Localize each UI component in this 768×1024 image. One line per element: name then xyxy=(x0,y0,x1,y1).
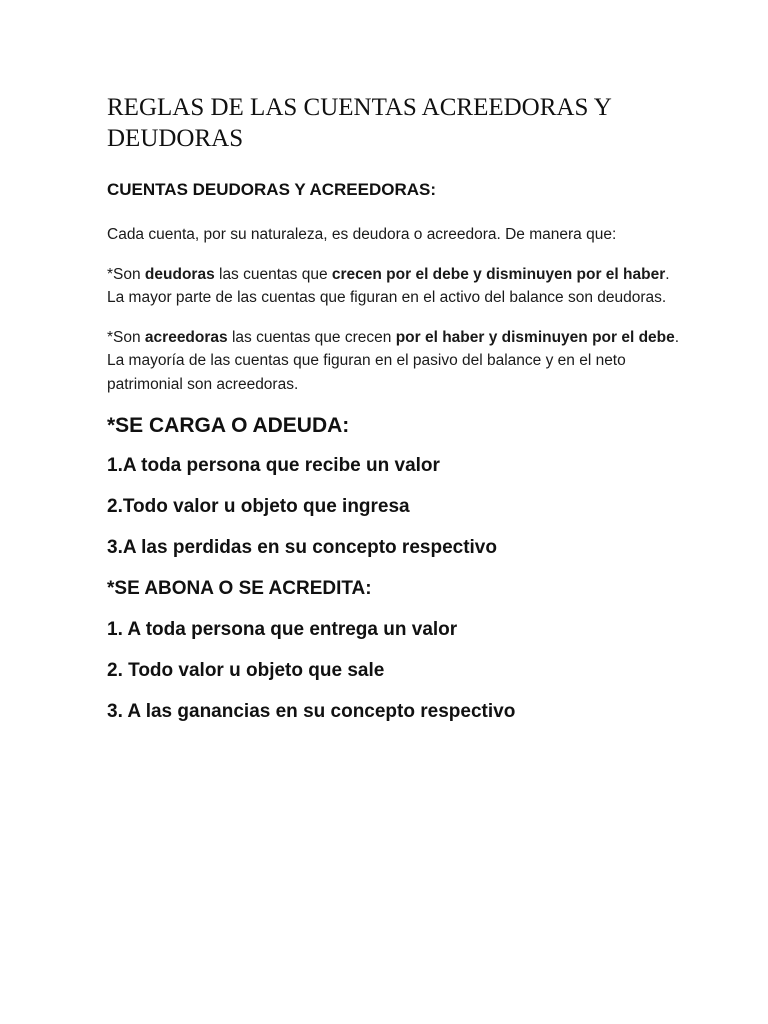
deudoras-bold-1: deudoras xyxy=(144,265,215,283)
carga-heading: *SE CARGA O ADEUDA: xyxy=(107,414,350,437)
abona-item-2: 2. Todo valor u objeto que sale xyxy=(107,660,385,681)
section-subtitle: CUENTAS DEUDORAS Y ACREEDORAS: xyxy=(107,180,437,199)
deudoras-text-2: las cuentas que xyxy=(214,265,332,283)
carga-item-1: 1.A toda persona que recibe un valor xyxy=(107,455,440,476)
carga-item-3: 3.A las perdidas en su concepto respectivo xyxy=(107,537,497,558)
intro-paragraph: Cada cuenta, por su naturaleza, es deudora o acreedora. De manera que: xyxy=(107,226,617,243)
document-page xyxy=(107,92,687,739)
carga-item-2: 2.Todo valor u objeto que ingresa xyxy=(107,496,410,517)
deudoras-text-3: . La mayor parte de las cuentas que figuran en el activo del balance son deudoras. xyxy=(107,265,670,306)
abona-item-3: 3. A las ganancias en su concepto respectivo xyxy=(107,701,516,722)
deudoras-paragraph xyxy=(107,263,687,310)
deudoras-text-1: *Son xyxy=(107,265,145,283)
acreedoras-text-1: *Son xyxy=(107,328,145,346)
acreedoras-bold-1: acreedoras xyxy=(144,328,228,346)
document-title: REGLAS DE LAS CUENTAS ACREEDORAS Y DEUDORAS xyxy=(107,94,611,152)
abona-heading: *SE ABONA O SE ACREDITA: xyxy=(107,578,372,599)
acreedoras-bold-2: por el haber y disminuyen por el debe xyxy=(395,328,675,346)
acreedoras-text-3: . La mayoría de las cuentas que figuran en el pasivo del balance y en el neto patrimonial son acreedoras. xyxy=(107,328,680,393)
acreedoras-text-2: las cuentas que crecen xyxy=(227,328,396,346)
acreedoras-paragraph xyxy=(107,326,687,397)
deudoras-bold-2: crecen por el debe y disminuyen por el haber xyxy=(331,265,666,283)
abona-item-1: 1. A toda persona que entrega un valor xyxy=(107,619,458,640)
